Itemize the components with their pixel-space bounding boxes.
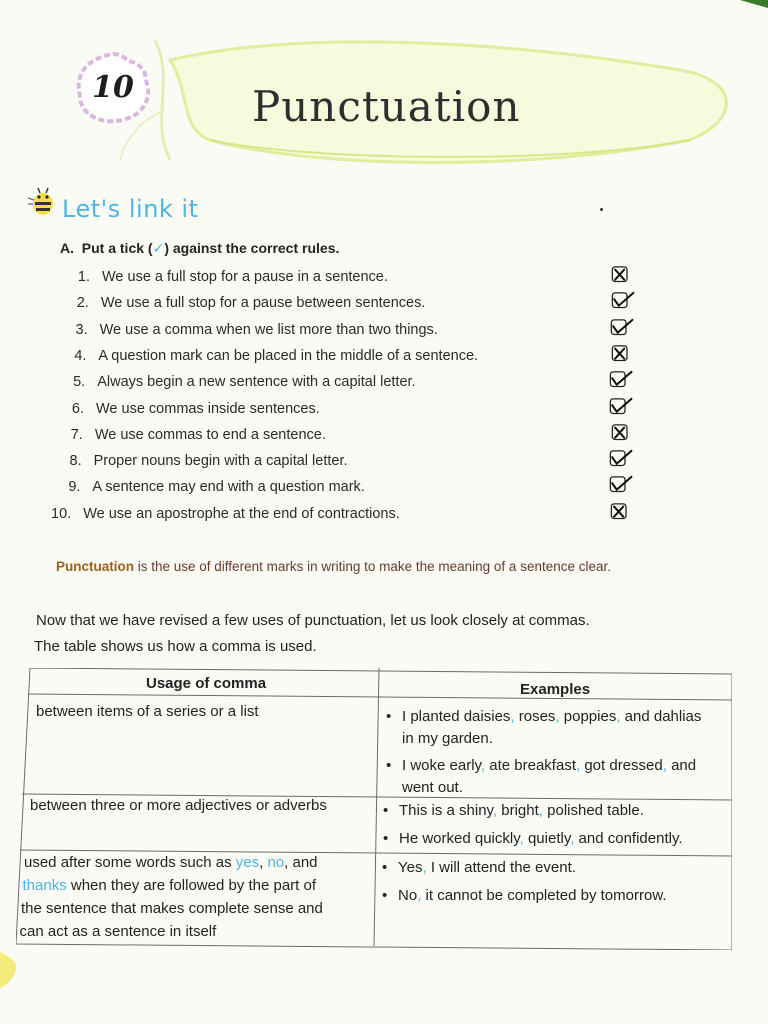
text-segment: , and [284, 854, 318, 871]
usage-line: between items of a series or a list [36, 703, 259, 720]
chapter-badge [74, 50, 152, 124]
bee-mascot-icon [26, 182, 60, 218]
rule-text: A question mark can be placed in the middle of a sentence. [98, 347, 479, 364]
definition-text: is the use of different marks in writing to make the meaning of a sentence clear. [134, 559, 612, 574]
rule-number: 3. [75, 321, 88, 338]
highlight: , [422, 859, 431, 876]
rule-item [47, 423, 326, 447]
rule-number: 8. [69, 453, 82, 470]
rule-item [50, 344, 478, 368]
tick-mark-icon[interactable] [609, 318, 643, 340]
highlight: , [519, 830, 528, 847]
example-line [382, 857, 576, 879]
tick-mark-icon[interactable] [608, 370, 642, 392]
chapter-number: 10 [92, 69, 134, 105]
text-segment: went out. [402, 779, 463, 796]
text-segment: the sentence that makes complete sense and [21, 900, 323, 917]
highlight: thanks [22, 877, 67, 894]
example-text [382, 857, 576, 879]
highlight: , [492, 802, 502, 819]
usage-cell [30, 794, 327, 817]
text-segment: and [671, 757, 697, 774]
example-line [383, 800, 644, 822]
bullet-icon: • [382, 887, 388, 904]
highlight: , [570, 830, 579, 847]
text-segment: can act as a sentence in itself [19, 923, 217, 940]
example-text [386, 755, 696, 777]
text-segment: used after some words such as [24, 854, 236, 871]
bullet-icon: • [386, 708, 392, 725]
bullet-icon: • [383, 830, 389, 847]
rule-item [49, 370, 415, 394]
tick-mark-icon[interactable] [608, 449, 642, 471]
definition-term: Punctuation [56, 559, 134, 574]
example-line [386, 777, 463, 799]
usage-line [21, 897, 323, 920]
example-text [382, 885, 667, 907]
text-segment: in my garden. [402, 730, 493, 747]
text-segment: He worked quickly [399, 830, 520, 847]
rule-item [46, 449, 348, 473]
example-text [383, 828, 683, 850]
cross-mark-icon[interactable] [610, 423, 644, 445]
usage-cell [36, 700, 259, 723]
header-usage: Usage of comma [146, 675, 267, 692]
tick-mark-icon[interactable] [608, 397, 642, 419]
text-segment: got dressed [584, 757, 663, 774]
text-segment: I woke early [402, 757, 481, 774]
text-segment: Yes [398, 859, 423, 876]
header-examples: Examples [520, 681, 591, 698]
highlight: , [575, 757, 585, 774]
usage-line [24, 851, 323, 874]
usage-cell [19, 851, 323, 943]
text-segment: and confidently. [578, 830, 683, 847]
usage-line: between three or more adjectives or adverbs [30, 797, 327, 814]
text-segment: poppies [563, 708, 617, 725]
rule-number: 1. [77, 269, 90, 285]
rule-text: Always begin a new sentence with a capital letter. [97, 374, 416, 391]
rule-number: 2. [76, 295, 89, 312]
text-segment: , [259, 854, 268, 871]
rule-item [52, 318, 438, 342]
highlight: , [417, 887, 426, 904]
cross-mark-icon[interactable] [609, 502, 643, 524]
rule-number: 10. [51, 505, 72, 522]
highlight: , [662, 757, 672, 774]
rule-text: We use commas to end a sentence. [94, 426, 326, 443]
speck [600, 208, 603, 211]
text-segment: it cannot be completed by tomorrow. [425, 887, 667, 904]
rule-number: 4. [74, 347, 87, 364]
rule-number: 9. [68, 479, 81, 496]
bullet-icon: • [386, 757, 392, 774]
rule-number: 6. [71, 400, 84, 417]
rule-item [44, 475, 364, 499]
example-text [386, 728, 493, 750]
text-segment: when they are followed by the part of [66, 877, 317, 894]
text-segment: ate breakfast [489, 757, 576, 774]
highlight: , [510, 708, 519, 725]
bullet-icon: • [382, 859, 388, 876]
highlight: , [616, 708, 625, 725]
text-segment: roses [518, 708, 556, 725]
chapter-title: Punctuation [252, 82, 521, 131]
text-segment: This is a shiny [399, 802, 493, 819]
example-text [386, 706, 701, 728]
rule-text: We use an apostrophe at the end of contractions. [83, 505, 400, 522]
rule-number: 7. [70, 426, 83, 443]
text-segment: I will attend the event. [430, 859, 576, 876]
highlight: , [538, 802, 548, 819]
rule-item [53, 291, 426, 315]
exercise-instruction [60, 240, 339, 257]
intro-line-1: Now that we have revised a few uses of punctuation, let us look closely at commas. [36, 612, 590, 629]
tick-symbol: ✓ [152, 240, 165, 256]
instruction-after: ) against the correct rules. [164, 240, 340, 256]
cross-mark-icon[interactable] [610, 265, 644, 287]
comma-usage-table [16, 668, 732, 950]
rule-text: Proper nouns begin with a capital letter. [93, 453, 348, 470]
rule-item [35, 502, 400, 526]
text-segment: No [398, 887, 418, 904]
example-line [386, 755, 696, 777]
text-segment: polished table. [547, 802, 644, 819]
rule-item [54, 265, 388, 289]
example-text [383, 800, 644, 822]
exercise-label: A. [60, 240, 74, 256]
text-segment: I planted daisies [402, 708, 511, 725]
section-title: Let's link it [62, 195, 199, 223]
example-line [386, 728, 493, 750]
usage-line [20, 920, 323, 943]
text-segment: quietly [527, 830, 571, 847]
tick-mark-icon[interactable] [608, 475, 642, 497]
usage-line [23, 874, 323, 897]
example-line [382, 885, 667, 907]
instruction-before: Put a tick ( [81, 240, 153, 256]
rule-item [48, 397, 320, 421]
highlight: yes [235, 854, 260, 871]
rule-text: We use a full stop for a pause in a sentence. [102, 269, 388, 285]
highlight: , [480, 757, 490, 774]
cross-mark-icon[interactable] [610, 344, 644, 366]
rule-text: We use commas inside sentences. [96, 400, 320, 417]
rule-text: We use a full stop for a pause between sentences. [100, 295, 426, 312]
example-line [386, 706, 701, 728]
highlight: no [267, 854, 285, 871]
text-segment: bright [501, 802, 539, 819]
example-text [386, 777, 463, 799]
bullet-icon: • [383, 802, 389, 819]
rule-text: A sentence may end with a question mark. [92, 479, 365, 496]
text-segment: and dahlias [624, 708, 702, 725]
rule-number: 5. [73, 374, 86, 391]
tick-mark-icon[interactable] [610, 291, 644, 313]
example-line [383, 828, 683, 850]
highlight: , [555, 708, 564, 725]
leaf-decoration [0, 952, 24, 992]
definition-line [56, 559, 611, 574]
intro-line-2: The table shows us how a comma is used. [34, 638, 317, 655]
rule-text: We use a comma when we list more than two things. [99, 321, 438, 338]
